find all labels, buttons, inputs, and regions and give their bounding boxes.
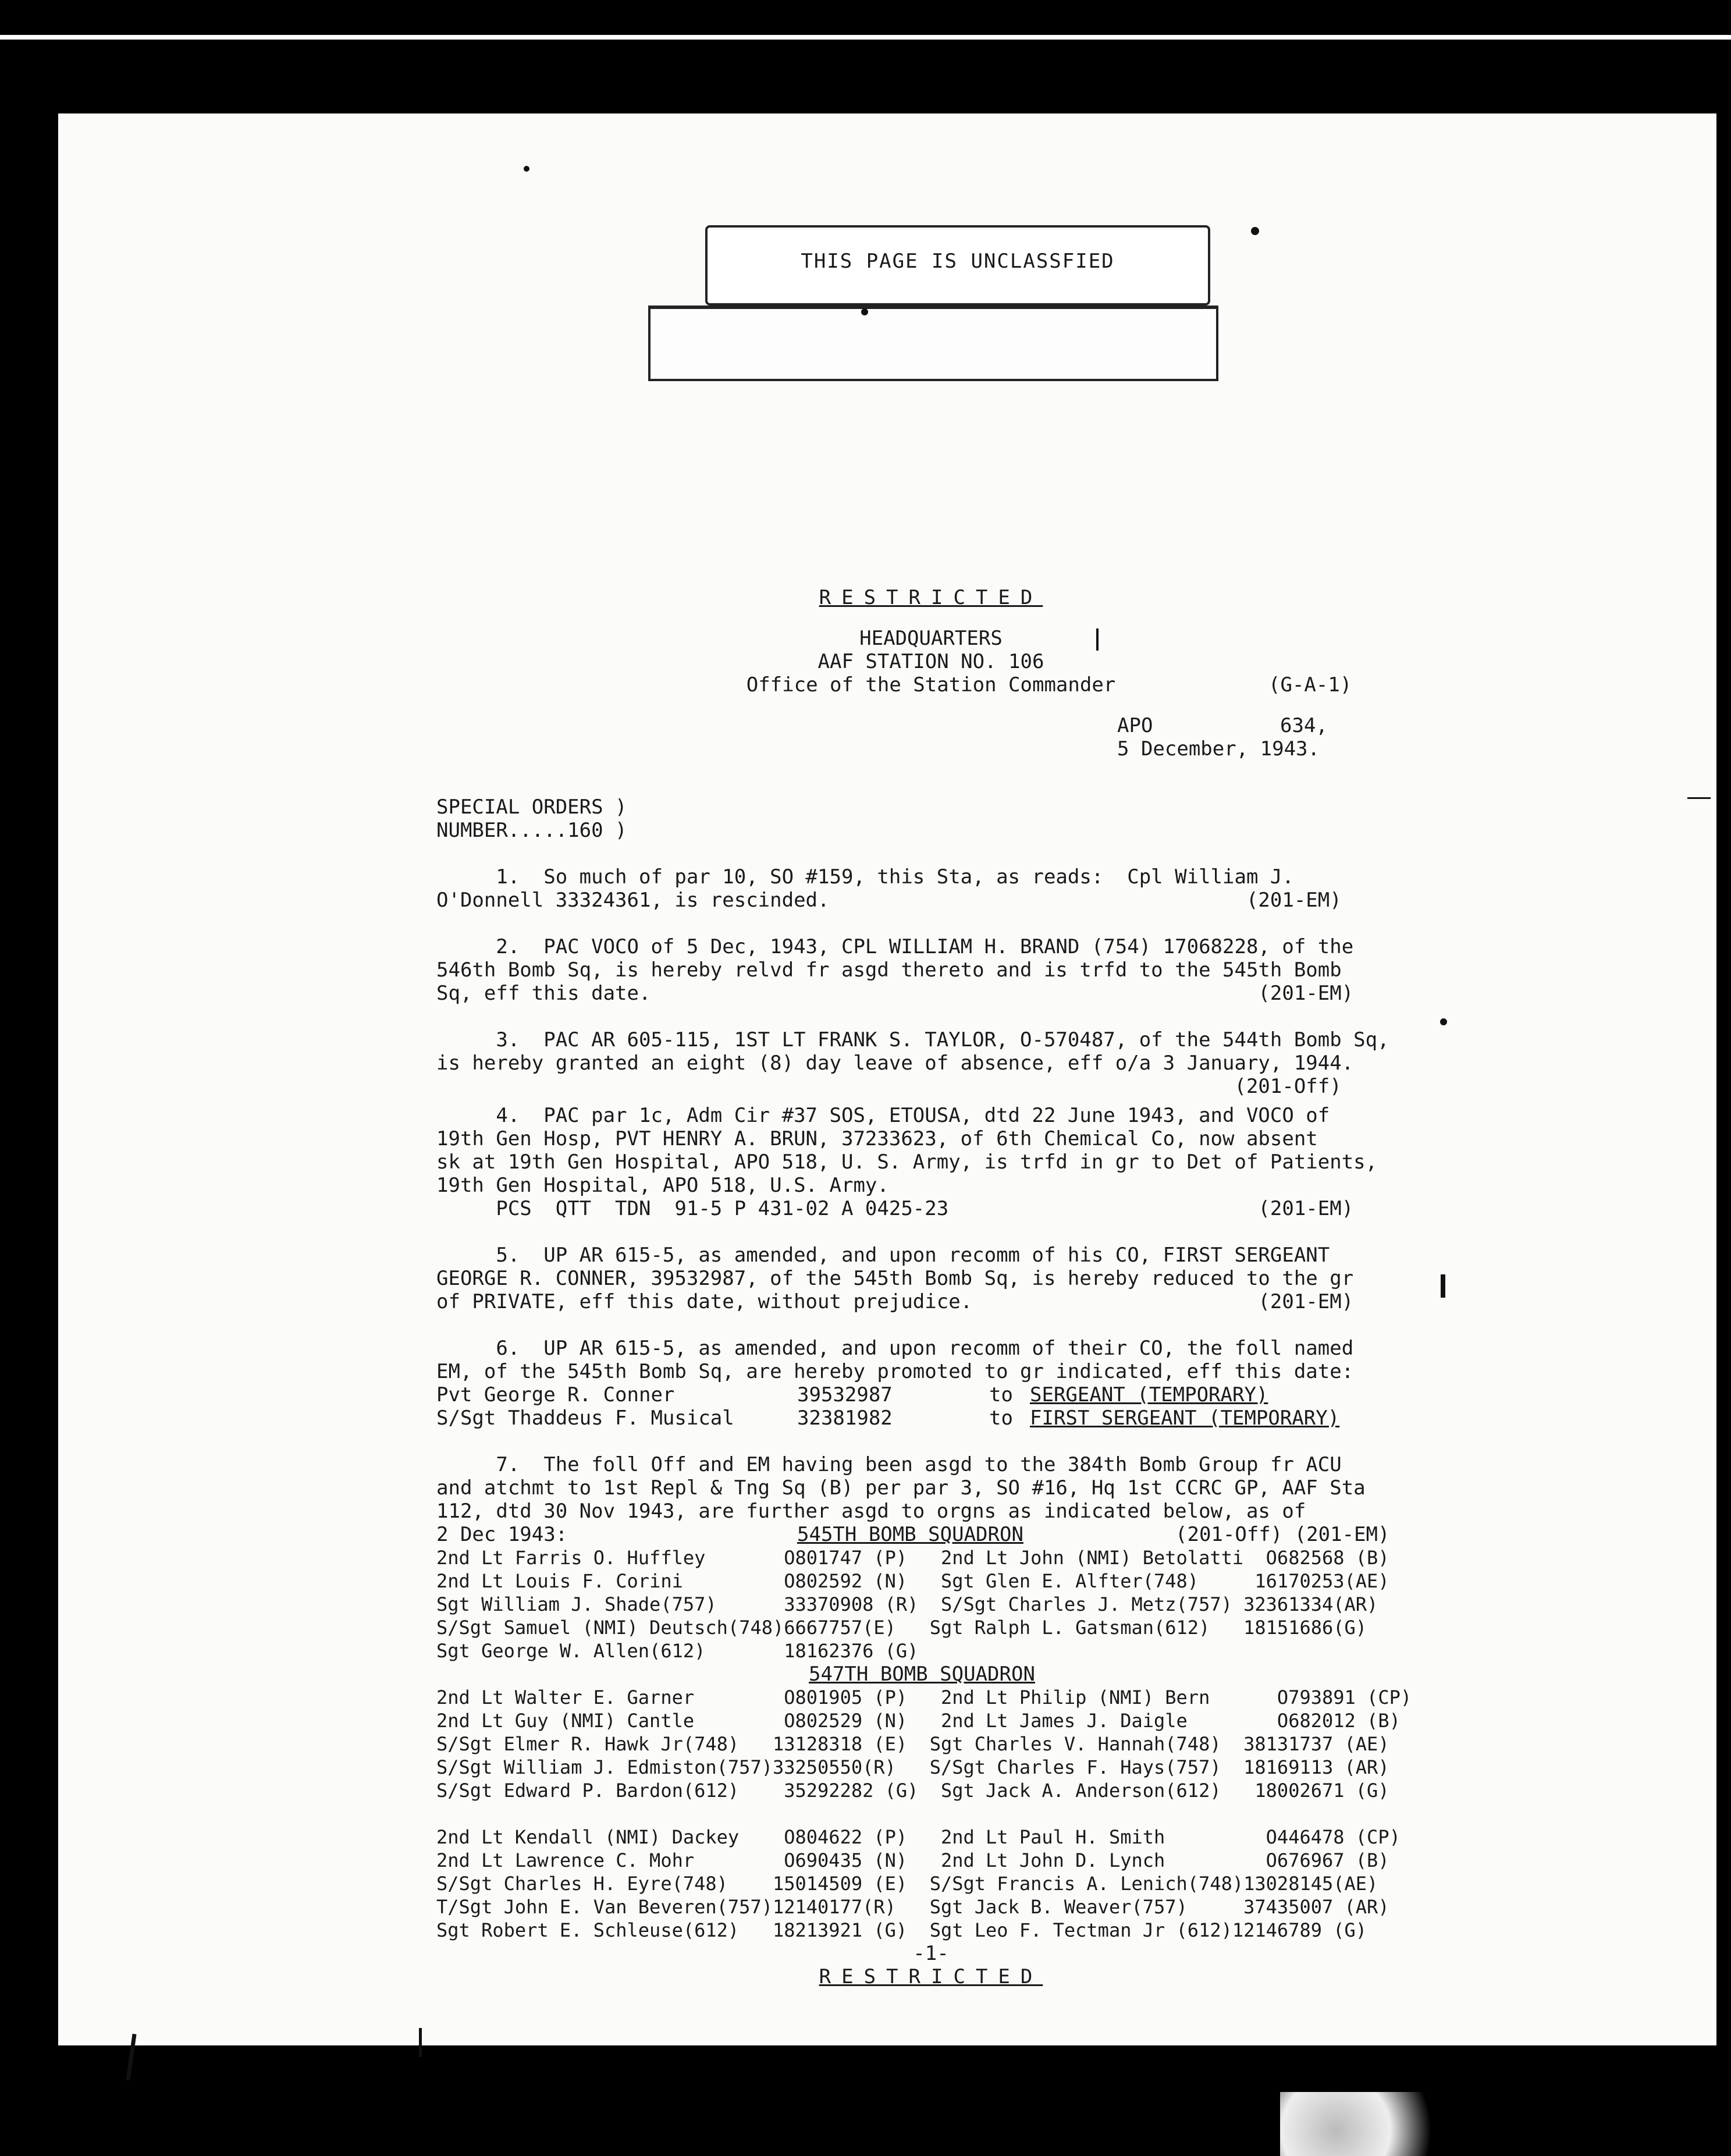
apo-label: APO [1117,714,1153,737]
document-page [58,113,1716,2045]
scan-smudge [1280,2092,1466,2156]
stamp-text: THIS PAGE IS UNCLASSFIED [801,250,1115,273]
para-4-line: sk at 19th Gen Hospital, APO 518, U. S. Army, is trfd in gr to Det of Patients, [436,1150,1378,1174]
para-5-line: of PRIVATE, eff this date, without prejudice. (201-EM) [436,1290,1354,1313]
roster-row: S/Sgt Elmer R. Hawk Jr(748) 13128318 (E) Sgt Charles V. Hannah(748) 38131737 (AE) [436,1733,1389,1755]
roster-row: S/Sgt Samuel (NMI) Deutsch(748)6667757(E) Sgt Ralph L. Gatsman(612) 18151686(G) [436,1617,1367,1639]
roster-row: 2nd Lt Louis F. Corini O802592 (N) Sgt Glen E. Alfter(748) 16170253(AE) [436,1570,1389,1592]
classification-bottom: RESTRICTED [819,1965,1043,1988]
scan-top-line [0,35,1731,40]
para-4-line: 4. PAC par 1c, Adm Cir #37 SOS, ETOUSA, dtd 22 June 1943, and VOCO of [436,1104,1330,1127]
stamp-flap [648,306,1218,381]
para-7-codes: (201-Off) (201-EM) [1175,1523,1390,1546]
para-3-line: 3. PAC AR 605-115, 1ST LT FRANK S. TAYLOR, O-570487, of the 544th Bomb Sq, [436,1028,1389,1052]
apo-number: 634, [1280,714,1328,737]
roster-row: Sgt George W. Allen(612) 18162376 (G) [436,1640,919,1662]
para-1-line: 1. So much of par 10, SO #159, this Sta, as reads: Cpl William J. [436,865,1294,889]
para-7-date: 2 Dec 1943: [436,1523,568,1546]
para-4-line: 19th Gen Hosp, PVT HENRY A. BRUN, 37233623, of 6th Chemical Co, now absent [436,1127,1318,1150]
para-5-line: 5. UP AR 615-5, as amended, and upon recomm of his CO, FIRST SERGEANT [436,1244,1330,1267]
para-2-line: Sq, eff this date. (201-EM) [436,982,1354,1005]
para-2-line: 546th Bomb Sq, is hereby relvd fr asgd thereto and is trfd to the 545th Bomb [436,958,1342,982]
para-7-line: 7. The foll Off and EM having been asgd to the 384th Bomb Group fr ACU [436,1453,1342,1476]
org-office: Office of the Station Commander [746,673,1116,697]
scan-speck [861,308,868,315]
roster-row: Sgt Robert E. Schleuse(612) 18213921 (G) Sgt Leo F. Tectman Jr (612)12146789 (G) [436,1919,1367,1941]
para-4-line: 19th Gen Hospital, APO 518, U.S. Army. [436,1174,889,1197]
file-code: (G-A-1) [1268,673,1352,697]
order-date: 5 December, 1943. [1117,737,1320,761]
scan-speck [524,166,529,172]
classification-top: RESTRICTED [819,586,1043,609]
roster-row: 2nd Lt Kendall (NMI) Dackey O804622 (P) 2nd Lt Paul H. Smith O446478 (CP) [436,1826,1401,1848]
para-4-line: PCS QTT TDN 91-5 P 431-02 A 0425-23 (201-EM) [436,1197,1354,1220]
para-2-line: 2. PAC VOCO of 5 Dec, 1943, CPL WILLIAM H. BRAND (754) 17068228, of the [436,935,1354,958]
para-6-line: EM, of the 545th Bomb Sq, are hereby promoted to gr indicated, eff this date: [436,1360,1354,1383]
para-6-line: 6. UP AR 615-5, as amended, and upon recomm of their CO, the foll named [436,1337,1354,1360]
promotion-serial: 32381982 [797,1406,893,1430]
roster-row: Sgt William J. Shade(757) 33370908 (R) S/Sgt Charles J. Metz(757) 32361334(AR) [436,1593,1378,1615]
number-line: NUMBER.....160 ) [436,819,627,842]
squadron-547-title: 547TH BOMB SQUADRON [809,1663,1035,1686]
scan-mark [1687,797,1711,799]
scan-speck [1440,1018,1447,1025]
scan-mark [1096,628,1099,651]
roster-row: 2nd Lt Farris O. Huffley O801747 (P) 2nd Lt John (NMI) Betolatti O682568 (B) [436,1547,1389,1569]
para-3-line: (201-Off) [436,1075,1342,1098]
scan-speck [1251,227,1259,235]
promotion-serial: 39532987 [797,1383,893,1406]
para-7-line: 112, dtd 30 Nov 1943, are further asgd to orgns as indicated below, as of [436,1500,1306,1523]
promotion-name: Pvt George R. Conner [436,1383,675,1406]
page-number: -1- [913,1942,949,1965]
roster-row: 2nd Lt Guy (NMI) Cantle O802529 (N) 2nd Lt James J. Daigle O682012 (B) [436,1710,1401,1732]
para-5-line: GEORGE R. CONNER, 39532987, of the 545th Bomb Sq, is hereby reduced to the gr [436,1267,1354,1290]
para-1-line: O'Donnell 33324361, is rescinded. (201-EM) [436,889,1342,912]
unclassified-stamp [705,225,1210,306]
promotion-to: to [989,1383,1013,1406]
promotion-grade: FIRST SERGEANT (TEMPORARY) [1030,1406,1340,1430]
para-7-line: and atchmt to 1st Repl & Tng Sq (B) per par 3, SO #16, Hq 1st CCRC GP, AAF Sta [436,1476,1366,1500]
scan-mark [419,2028,422,2057]
roster-row: S/Sgt William J. Edmiston(757)33250550(R) S/Sgt Charles F. Hays(757) 18169113 (AR) [436,1756,1389,1778]
promotion-grade: SERGEANT (TEMPORARY) [1030,1383,1268,1406]
roster-row: 2nd Lt Lawrence C. Mohr O690435 (N) 2nd Lt John D. Lynch O676967 (B) [436,1849,1389,1871]
special-orders-line: SPECIAL ORDERS ) [436,795,627,819]
scan-mark [126,2034,136,2080]
scan-mark [1441,1274,1445,1298]
scan-top-border [0,0,1731,54]
squadron-545-title: 545TH BOMB SQUADRON [797,1523,1023,1546]
roster-row: S/Sgt Charles H. Eyre(748) 15014509 (E) S/Sgt Francis A. Lenich(748)13028145(AE) [436,1873,1378,1895]
roster-row: 2nd Lt Walter E. Garner O801905 (P) 2nd Lt Philip (NMI) Bern O793891 (CP) [436,1686,1412,1709]
org-station: AAF STATION NO. 106 [817,650,1044,673]
roster-row: T/Sgt John E. Van Beveren(757)12140177(R) Sgt Jack B. Weaver(757) 37435007 (AR) [436,1896,1389,1918]
org-headquarters: HEADQUARTERS [859,627,1003,650]
roster-row: S/Sgt Edward P. Bardon(612) 35292282 (G) Sgt Jack A. Anderson(612) 18002671 (G) [436,1780,1389,1802]
promotion-to: to [989,1406,1013,1430]
para-3-line: is hereby granted an eight (8) day leave of absence, eff o/a 3 January, 1944. [436,1052,1354,1075]
promotion-name: S/Sgt Thaddeus F. Musical [436,1406,734,1430]
